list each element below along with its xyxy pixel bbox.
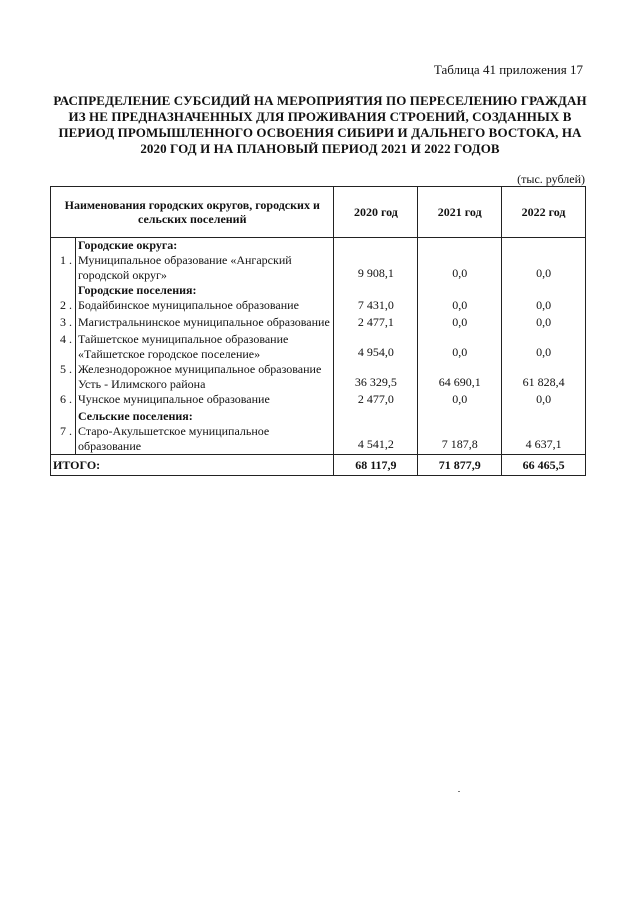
row-value-2022: 0,0: [502, 253, 586, 283]
group-header-row: [51, 238, 586, 254]
group-label: Городские округа:: [75, 238, 334, 254]
table-row: [51, 315, 586, 332]
row-number: 3 .: [51, 315, 76, 332]
row-value-2021: 0,0: [418, 298, 502, 315]
row-name: Муниципальное образование «Ангарский городской округ»: [75, 253, 334, 283]
row-number: 1 .: [51, 253, 76, 283]
row-value-2020: 9 908,1: [334, 253, 418, 283]
column-header-2021: 2021 год: [418, 187, 502, 238]
row-value-2020: 4 541,2: [334, 424, 418, 455]
row-value-2021: 0,0: [418, 315, 502, 332]
row-number: 6 .: [51, 392, 76, 409]
group-header-row: [51, 409, 586, 424]
row-value-2020: 36 329,5: [334, 362, 418, 392]
row-value-2020: 4 954,0: [334, 332, 418, 362]
total-row: [51, 455, 586, 476]
group-label: Городские поселения:: [75, 283, 334, 298]
table-row: [51, 392, 586, 409]
row-number: 2 .: [51, 298, 76, 315]
document-title: РАСПРЕДЕЛЕНИЕ СУБСИДИЙ НА МЕРОПРИЯТИЯ ПО ПЕРЕСЕЛЕНИЮ ГРАЖДАН ИЗ НЕ ПРЕДНАЗНАЧЕННЫХ ДЛЯ ПРОЖИВАНИЯ СТРОЕНИЙ, СОЗДАННЫХ В ПЕРИОД ПРОМЫШЛЕННОГО ОСВОЕНИЯ СИБИРИ И ДАЛЬНЕГО ВОСТОКА, НА 2020 ГОД И НА ПЛАНОВЫЙ ПЕРИОД 2021 И 2022 ГОДОВ: [53, 93, 587, 156]
subsidy-table: [50, 186, 586, 476]
row-value-2021: 0,0: [418, 253, 502, 283]
row-name: Старо-Акульшетское муниципальное образование: [75, 424, 334, 455]
row-value-2020: 2 477,1: [334, 315, 418, 332]
scan-speck: [458, 791, 460, 792]
row-name: Чунское муниципальное образование: [75, 392, 334, 409]
total-value-2022: 66 465,5: [502, 455, 586, 476]
row-value-2021: 0,0: [418, 392, 502, 409]
row-number: 5 .: [51, 362, 76, 392]
row-value-2022: 61 828,4: [502, 362, 586, 392]
row-value-2021: 0,0: [418, 332, 502, 362]
row-name: Бодайбинское муниципальное образование: [75, 298, 334, 315]
row-value-2022: 0,0: [502, 332, 586, 362]
row-value-2021: 7 187,8: [418, 424, 502, 455]
row-value-2020: 2 477,0: [334, 392, 418, 409]
table-header-row: [51, 187, 586, 238]
group-label: Сельские поселения:: [75, 409, 334, 424]
table-row: [51, 253, 586, 283]
row-name: Железнодорожное муниципальное образование Усть - Илимского района: [75, 362, 334, 392]
row-value-2022: 0,0: [502, 315, 586, 332]
row-name: Тайшетское муниципальное образование «Тайшетское городское поселение»: [75, 332, 334, 362]
row-value-2020: 7 431,0: [334, 298, 418, 315]
units-label: (тыс. рублей): [517, 172, 585, 186]
table-reference: Таблица 41 приложения 17: [433, 62, 583, 77]
table-row: [51, 362, 586, 392]
table-row: [51, 424, 586, 455]
total-value-2021: 71 877,9: [418, 455, 502, 476]
column-header-2020: 2020 год: [334, 187, 418, 238]
row-number: 7 .: [51, 424, 76, 455]
group-header-row: [51, 283, 586, 298]
table-row: [51, 332, 586, 362]
total-value-2020: 68 117,9: [334, 455, 418, 476]
row-value-2022: 0,0: [502, 392, 586, 409]
row-value-2021: 64 690,1: [418, 362, 502, 392]
column-header-name: Наименования городских округов, городских и сельских поселений: [51, 187, 334, 238]
total-label: ИТОГО:: [51, 455, 334, 476]
column-header-2022: 2022 год: [502, 187, 586, 238]
row-value-2022: 0,0: [502, 298, 586, 315]
row-number: 4 .: [51, 332, 76, 362]
row-name: Магистральнинское муниципальное образование: [75, 315, 334, 332]
row-value-2022: 4 637,1: [502, 424, 586, 455]
table-row: [51, 298, 586, 315]
